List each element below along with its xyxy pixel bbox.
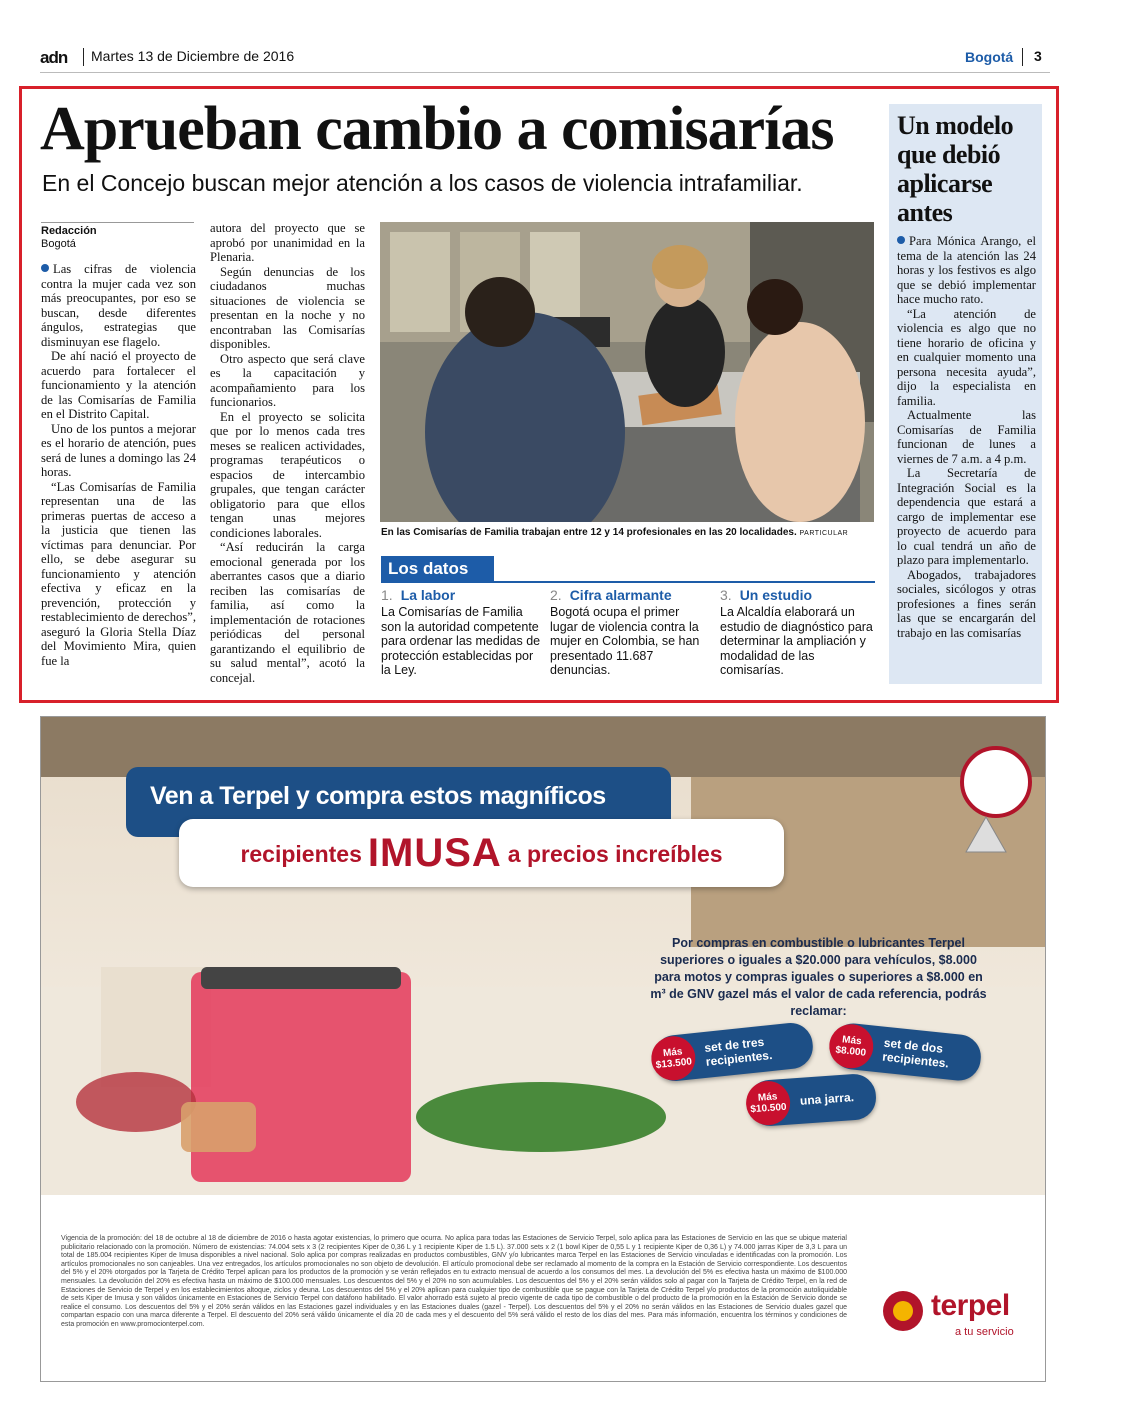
article-paragraph: De ahí nació el proyecto de acuerdo para fortalecer el funcionamiento y la atención de las Comisarías de Familia en el Distrito Capital. [41,349,196,421]
bullet-icon [41,264,49,272]
sidebar-paragraph: Actualmente las Comisarías de Familia funcionan de lunes a viernes de 7 a.m. a 4 p.m. [897,408,1036,466]
photo-credit: PARTICULAR [799,530,849,537]
ad-headline-banner: Ven a Terpel y compra estos magníficos [126,767,671,837]
article-paragraph: En el proyecto se solicita que por lo menos cada tres meses se realicen actividades, programas terapéuticos o espacios de intercambio grupales, que tengan carácter obligatorio para que ellos tengan unas mejores condiciones laborales. [210,409,365,540]
issue-date: Martes 13 de Diciembre de 2016 [91,48,295,64]
fine-print: Vigencia de la promoción: del 18 de octubre al 18 de diciembre de 2016 o hasta agotar existencias, lo primero que ocurra. No aplica para todas las Estaciones de Servicio Terpel, solo aplica para las Estaciones de Servicio en las que se ubique material publicitario relacionado con la promoción. Número de existencias: 74.004 sets x 3 (2 recipientes Kiper de 0,36 L y 1 recipiente Kiper de 1.5 L). 37.000 sets x 2 (1 bowl Kiper de 0,55 L y 1 recipiente Kiper de 0,36 L) y 74.000 jarras Kiper de 3,3 L para un total de 185.004 recipientes Kiper de Imusa disponibles a nivel nacional. Solo aplica por compras realizadas en productos combustibles, GNV y/o lubricantes marca Terpel en las Estaciones de Servicio vinculadas e identificadas con la promoción. Los artículos promocionales no son canjeables. Una vez entregados, los artículos promocionales no son objeto de devolución. El artículo promocional debe ser reclamado al momento de la compra en la Estación de Servicio correspondiente. Los descuentos del 5% y el 20% otorgados por la Tarjeta de Crédito Terpel aplican para los productos de la promoción y se verán reflejados en tu extracto mensual de acuerdo a los consumos del mes. La devolución del 5% es efectiva hasta un máximo de $100.000 mensuales. La devolución del 20% es efectiva hasta un máximo de $100.000 mensuales. Los descuentos del 5% y el 20% no son acumulables. Los descuentos del 5% y el 20% serán válidos solo al pagar con la Tarjeta de Crédito Terpel, en la red de Estaciones de Servicio de Terpel y en los establecimientos altoque, ziclos y deuna. Los descuentos del 5% y el 20% aplican para cualquier tipo de combustible que se pague con la Tarjeta de Crédito Terpel y/o productos de la promoción autoliquidable de sets Kiper de Imusa y son válidos únicamente en Estaciones de Servicio Terpel con datáfono habilitado. El valor ahorrado está sujeto al precio vigente de cada tipo de combustible o del producto de la promoción en la Estación de Servicio donde se realice el consumo. Los descuentos del 5% y el 20% serán válidos en las Estaciones gazel individuales y en las Estaciones duales (gazel - Terpel). Los descuentos del 5% y el 20% no serán válidos en las Estaciones de Servicio duales gazel que compartan espacio con una marca diferente a Terpel. El descuento del 20% será válido únicamente el día 20 de cada mes y el descuento del 5% será válido el resto de los días del mes. Para más información, encuentra los términos y condiciones de esta promoción en www.promocionterpel.com. [61,1235,847,1328]
data-item-title: Cifra alarmante [569,587,672,603]
price-badge: Más $8.000 [827,1022,875,1070]
page-number: 3 [1034,48,1042,64]
section-city: Bogotá [965,49,1014,65]
article-paragraph: “Así reducirán la carga emocional generada por los aberrantes casos que a diario reciben las comisarías de familia, así como la implementación de rotaciones periódicas del personal garantizando el equilibrio de su salud mental”, acotó la concejal. [210,540,365,685]
ad-subheadline-banner: recipientes IMUSA a precios increíbles [179,819,784,887]
price-badge: Más $13.500 [649,1034,697,1082]
data-item-number: 3. [720,587,732,603]
header-divider [83,48,84,66]
data-item [381,588,541,677]
terpel-wordmark: terpel [931,1289,1010,1322]
sidebar-paragraph: Para Mónica Arango, el tema de la atención las 24 horas y los festivos es algo que se debió implementar hace mucho rato. [897,234,1036,306]
data-item-number: 2. [550,587,562,603]
article-paragraph: “Las Comisarías de Familia representan una de las primeras puertas de acceso a la justicia que tienen las víctimas para denunciar. Por ello, se debe asegurar su funcionamiento y atención efectiva y eficaz en la prevención, protección y restablecimiento de derechos”, aseguró la Gloria Stella Díaz del Movimiento Mira, quien fue la [41,479,196,668]
article-paragraph: autora del proyecto que se aprobó por unanimidad en la Plenaria. [210,221,365,264]
article-paragraph: Otro aspecto que será clave es la capacitación y acompañamiento para los funcionarios. [210,351,365,409]
offer-label: set de tres recipientes. [703,1034,773,1069]
data-item-text: La Alcaldía elaborará un estudio de diagnóstico para determinar la ampliación y modalidad de las comisarías. [720,605,873,678]
photo-caption: En las Comisarías de Familia trabajan entre 12 y 14 profesionales en las 20 localidades. PARTICULAR [381,527,849,538]
terpel-tagline: a tu servicio [955,1326,1014,1338]
article-paragraph: Las cifras de violencia contra la mujer cada vez son más preocupantes, por eso se buscan, desde diferentes ángulos, estrategias que disminuyan ese flagelo. [41,262,196,349]
header-rule [40,72,1050,73]
data-box-rule [381,581,875,583]
sidebar-paragraph: La Secretaría de Integración Social es la dependencia que estará a cargo de implementar ese proyecto de acuerdo para lo cual tendrá un año de plazo para implementarlo. [897,466,1036,567]
imusa-logo: IMUSA [367,831,502,875]
sidebar-title: Un modelo que debió aplicarse antes [897,111,1014,227]
article-paragraph: Según denuncias de los ciudadanos muchas situaciones de violencia se presentan en la noche y no encontraban las Comisarías disponibles. [210,264,365,351]
office-scene-image [380,222,874,522]
data-item [720,588,880,677]
data-item-text: La Comisarías de Familia son la autoridad competente para ordenar las medidas de protección establecidas por la Ley. [381,605,541,678]
sidebar-body [897,234,1036,640]
article-photo [380,222,874,522]
data-box-label: Los datos [381,556,494,582]
terpel-advertisement [40,716,1046,1382]
byline-city: Bogotá [41,238,76,250]
article-column-1 [41,262,196,668]
subheadline: En el Concejo buscan mejor atención a los casos de violencia intrafamiliar. [42,170,803,196]
article-column-2 [210,221,365,685]
sidebar-paragraph: Abogados, trabajadores sociales, sicólogos y otras profesiones a fines serán las que se encargarán del trabajo en las comisarías [897,567,1036,640]
data-item-number: 1. [381,587,393,603]
bullet-icon [897,236,905,244]
header-divider [1022,48,1023,66]
promo-conditions: Por compras en combustible o lubricantes Terpel superiores o iguales a $20.000 para vehículos, $8.000 para motos y compras iguales o superiores a $8.000 en m³ de GNV gazel más el valor de cada referencia, podrás reclamar: [650,936,987,1018]
offer-label: una jarra. [799,1090,855,1108]
offer-pill [747,1073,878,1128]
price-badge: Más $10.500 [745,1080,792,1127]
offer-label: set de dos recipientes. [881,1035,950,1071]
article-paragraph: Uno de los puntos a mejorar es el horario de atención, pues será de lunes a domingo las 24 horas. [41,421,196,479]
data-item [550,588,710,677]
byline-rule [41,222,194,223]
sidebar-paragraph: “La atención de violencia es algo que no tiene horario de oficina y en cualquier momento una persona necesita ayuda”, dijo la especialista en familia. [897,306,1036,408]
publication-logo: adn [40,48,68,67]
data-item-title: La labor [400,587,456,603]
byline-author: Redacción [41,225,97,237]
headline: Aprueban cambio a comisarías [40,95,834,163]
data-item-text: Bogotá ocupa el primer lugar de violencia contra la mujer en Colombia, se han presentado 11.687 denuncias. [550,605,700,678]
data-item-title: Un estudio [739,587,813,603]
